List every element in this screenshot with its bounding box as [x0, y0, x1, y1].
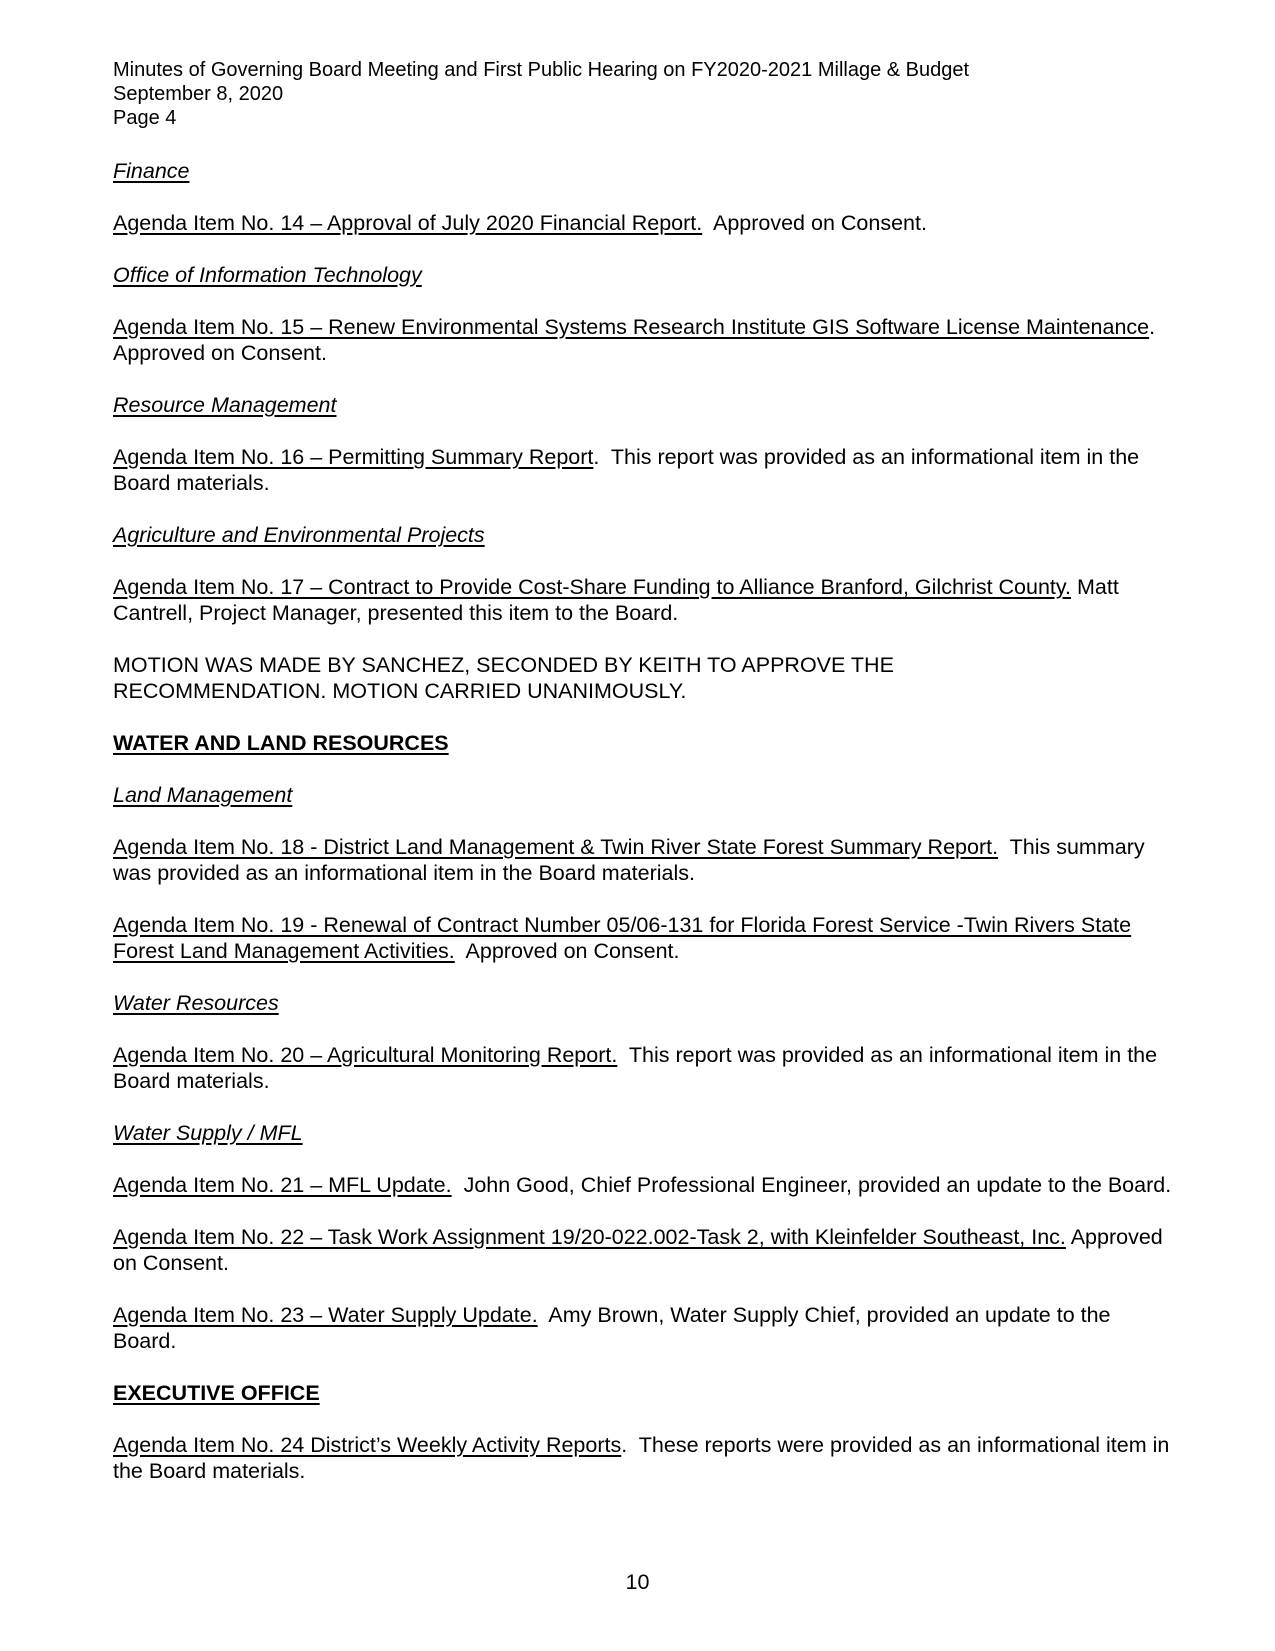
agenda-item-24	[113, 1432, 1176, 1484]
agenda-item-15-title: Agenda Item No. 15 – Renew Environmental Systems Research Institute GIS Software License Maintenance	[113, 315, 1150, 339]
agenda-item-18-text: This summary was provided as an informational item in the Board materials.	[113, 835, 1151, 885]
agenda-item-23-text: Amy Brown, Water Supply Chief, provided an update to the Board.	[113, 1303, 1117, 1353]
header-page: Page 4	[113, 107, 177, 129]
agenda-item-21	[113, 1172, 1173, 1198]
section-agriculture-environmental-projects: Agriculture and Environmental Projects	[113, 523, 485, 547]
section-office-of-information-technology: Office of Information Technology	[113, 263, 422, 287]
agenda-item-16-title: Agenda Item No. 16 – Permitting Summary Report	[113, 445, 594, 469]
agenda-item-18	[113, 834, 1173, 886]
agenda-item-18-title: Agenda Item No. 18 - District Land Management & Twin River State Forest Summary Report.	[113, 835, 999, 859]
section-water-and-land-resources: WATER AND LAND RESOURCES	[113, 731, 449, 755]
agenda-item-23	[113, 1302, 1173, 1354]
agenda-item-22-title: Agenda Item No. 22 – Task Work Assignment 19/20-022.002-Task 2, with Kleinfelder Southeast, Inc.	[113, 1225, 1066, 1249]
agenda-item-15-text: . Approved on Consent.	[113, 315, 1166, 365]
agenda-item-17-text: Matt Cantrell, Project Manager, presented this item to the Board.	[113, 575, 1125, 625]
section-land-management: Land Management	[113, 783, 293, 807]
agenda-item-19-title: Agenda Item No. 19 - Renewal of Contract Number 05/06-131 for Florida Forest Service -Twin Rivers State Forest Land Management Activities.	[113, 913, 1132, 963]
agenda-item-16-text: . This report was provided as an informational item in the Board materials.	[113, 445, 1146, 495]
agenda-item-20-title: Agenda Item No. 20 – Agricultural Monitoring Report.	[113, 1043, 618, 1067]
header-title: Minutes of Governing Board Meeting and First Public Hearing on FY2020-2021 Millage & Budget	[113, 59, 970, 81]
agenda-item-17	[113, 574, 1173, 626]
agenda-item-19-text: Approved on Consent.	[454, 939, 680, 963]
agenda-item-22	[113, 1224, 1173, 1276]
agenda-item-14	[113, 210, 1173, 236]
section-water-supply-mfl: Water Supply / MFL	[113, 1121, 303, 1145]
section-executive-office: EXECUTIVE OFFICE	[113, 1381, 320, 1405]
page-number: 10	[625, 1570, 650, 1594]
agenda-item-16	[113, 444, 1173, 496]
agenda-item-15	[113, 314, 1173, 366]
agenda-item-24-text: . These reports were provided as an informational item in the Board materials.	[113, 1433, 1176, 1483]
agenda-item-21-title: Agenda Item No. 21 – MFL Update.	[113, 1173, 452, 1197]
header-date: September 8, 2020	[113, 83, 284, 105]
document-page	[113, 58, 1176, 1510]
agenda-item-23-title: Agenda Item No. 23 – Water Supply Update.	[113, 1303, 538, 1327]
agenda-item-21-text: John Good, Chief Professional Engineer, provided an update to the Board.	[451, 1173, 1172, 1197]
agenda-item-22-text: Approved on Consent.	[113, 1225, 1169, 1275]
agenda-item-20	[113, 1042, 1173, 1094]
agenda-item-24-title: Agenda Item No. 24 District’s Weekly Activity Reports	[113, 1433, 622, 1457]
agenda-item-20-text: This report was provided as an informational item in the Board materials.	[113, 1043, 1164, 1093]
section-resource-management: Resource Management	[113, 393, 337, 417]
agenda-item-14-text: Approved on Consent.	[702, 211, 927, 235]
agenda-item-17-title: Agenda Item No. 17 – Contract to Provide Cost-Share Funding to Alliance Branford, Gilchrist County.	[113, 575, 1072, 599]
motion-item-17: MOTION WAS MADE BY SANCHEZ, SECONDED BY KEITH TO APPROVE THE RECOMMENDATION. MOTION CARRIED UNANIMOUSLY.	[113, 653, 894, 703]
document-header	[113, 58, 1173, 130]
section-water-resources: Water Resources	[113, 991, 279, 1015]
agenda-item-19	[113, 912, 1173, 964]
agenda-item-14-title: Agenda Item No. 14 – Approval of July 2020 Financial Report.	[113, 211, 703, 235]
section-finance: Finance	[113, 159, 190, 183]
